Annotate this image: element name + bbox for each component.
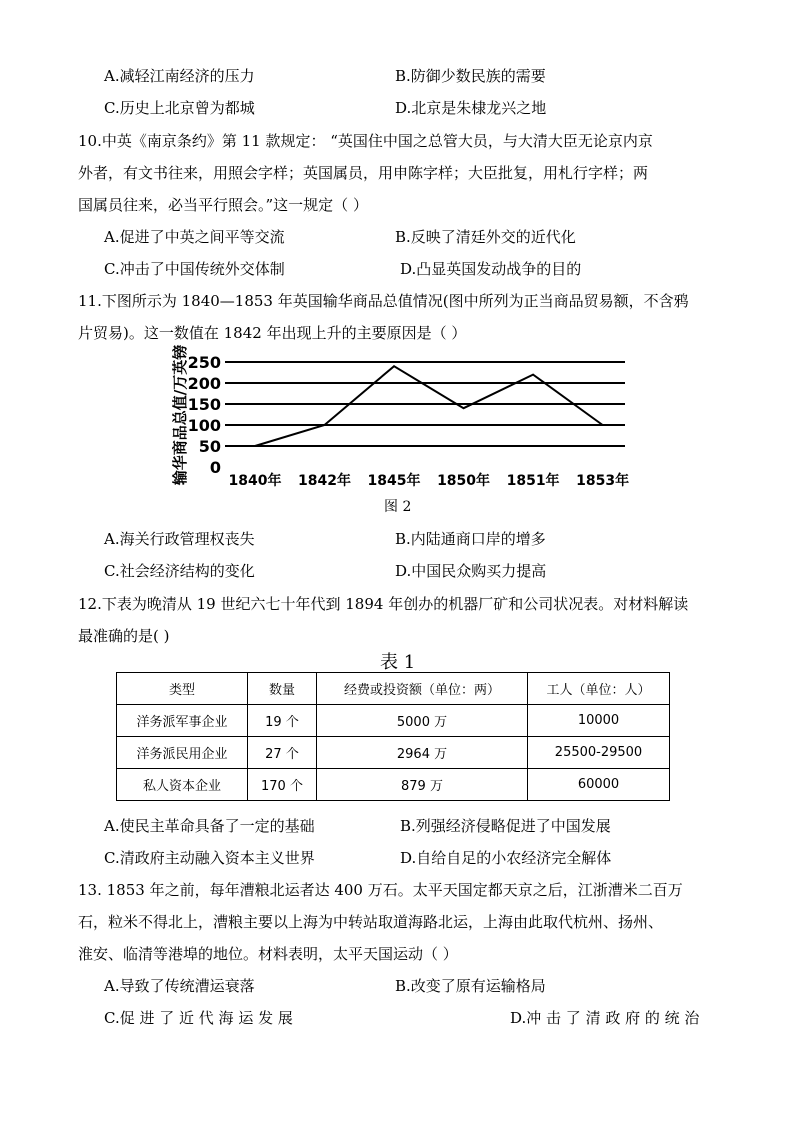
data-point	[463, 407, 465, 409]
q11-option-d: D.中国民众购买力提高	[395, 562, 547, 580]
x-tick-label: 1840年	[228, 473, 282, 489]
table-cell: 170 个	[248, 769, 317, 801]
q11-stem-line1: 11.下图所示为 1840—1853 年英国输华商品总值情况(图中所列为正当商品贸易额，不含鸦	[78, 292, 689, 310]
x-tick-label: 1853年	[576, 473, 630, 489]
table-header: 类型	[117, 673, 248, 705]
table-header: 工人（单位：人）	[528, 673, 670, 705]
y-tick-label: 200	[187, 374, 221, 393]
table-cell: 879 万	[317, 769, 528, 801]
data-point	[532, 374, 534, 376]
q12-stem-line1: 12.下表为晚清从 19 世纪六七十年代到 1894 年创办的机器厂矿和公司状况表。对材料解读	[78, 595, 689, 613]
table-cell: 25500-29500	[528, 737, 670, 769]
y-tick-label: 0	[209, 458, 221, 477]
table-cell: 10000	[528, 705, 670, 737]
q10-option-d: D.凸显英国发动战争的目的	[400, 260, 582, 278]
q10-option-c: C.冲击了中国传统外交体制	[104, 260, 285, 278]
q13-option-a: A.导致了传统漕运衰落	[104, 977, 255, 995]
x-tick-label: 1850年	[437, 473, 491, 489]
q12-option-c: C.清政府主动融入资本主义世界	[104, 849, 315, 867]
table-cell: 5000 万	[317, 705, 528, 737]
x-tick-label: 1842年	[298, 473, 352, 489]
q10-stem-line1: 10.中英《南京条约》第 11 款规定： “英国住中国之总管大员，与大清大臣无论京内京	[78, 132, 653, 150]
table-cell: 19 个	[248, 705, 317, 737]
y-tick-label: 50	[198, 437, 221, 456]
q11-stem-line2: 片贸易)。这一数值在 1842 年出现上升的主要原因是（ ）	[78, 324, 467, 342]
table-cell: 60000	[528, 769, 670, 801]
q13-stem-line3: 淮安、临清等港埠的地位。材料表明，太平天国运动（ ）	[78, 945, 458, 963]
q13-option-d: D.冲 击 了 清 政 府 的 统 治	[510, 1009, 700, 1027]
table-row	[117, 737, 670, 769]
data-point	[324, 424, 326, 426]
table-row	[117, 705, 670, 737]
q13-option-c: C.促 进 了 近 代 海 运 发 展	[104, 1009, 293, 1027]
series-line	[255, 366, 603, 446]
data-point	[393, 365, 395, 367]
table-header: 经费或投资额（单位：两）	[317, 673, 528, 705]
q13-option-b: B.改变了原有运输格局	[395, 977, 546, 995]
q10-option-a: A.促进了中英之间平等交流	[104, 228, 285, 246]
q12-option-a: A.使民主革命具备了一定的基础	[104, 817, 315, 835]
table-cell: 2964 万	[317, 737, 528, 769]
table-title: 表 1	[380, 652, 416, 673]
export-value-line-chart	[165, 340, 635, 495]
table-row	[117, 769, 670, 801]
q9-option-c: C.历史上北京曾为都城	[104, 99, 255, 117]
q9-option-a: A.减轻江南经济的压力	[104, 67, 255, 85]
q10-stem-line2: 外者，有文书往来，用照会字样；英国属员，用申陈字样；大臣批复，用札行字样；两	[78, 164, 649, 182]
table-header: 数量	[248, 673, 317, 705]
table-cell: 私人资本企业	[117, 769, 248, 801]
q13-stem-line2: 石，粒米不得北上，漕粮主要以上海为中转站取道海路北运，上海由此取代杭州、扬州、	[78, 913, 664, 931]
q11-option-b: B.内陆通商口岸的增多	[395, 530, 546, 548]
table-cell: 洋务派军事企业	[117, 705, 248, 737]
q9-option-b: B.防御少数民族的需要	[395, 67, 546, 85]
q13-stem-line1: 13. 1853 年之前，每年漕粮北运者达 400 万石。太平天国定都天京之后，江浙漕米二百万	[78, 881, 683, 899]
q12-stem-line2: 最准确的是( )	[78, 627, 170, 645]
x-tick-label: 1845年	[367, 473, 421, 489]
q10-stem-line3: 国属员往来，必当平行照会。”这一规定（ ）	[78, 196, 368, 214]
enterprise-table	[116, 672, 670, 801]
q11-option-a: A.海关行政管理权丧失	[104, 530, 255, 548]
y-axis-label: 输华商品总值/万英镑	[171, 344, 189, 486]
y-tick-label: 100	[187, 416, 221, 435]
q12-option-d: D.自给自足的小农经济完全解体	[400, 849, 612, 867]
data-point	[602, 424, 604, 426]
y-tick-label: 250	[187, 353, 221, 372]
data-point	[254, 445, 256, 447]
q11-option-c: C.社会经济结构的变化	[104, 562, 255, 580]
table-cell: 洋务派民用企业	[117, 737, 248, 769]
y-tick-label: 150	[187, 395, 221, 414]
table-cell: 27 个	[248, 737, 317, 769]
q12-option-b: B.列强经济侵略促进了中国发展	[400, 817, 611, 835]
figure-caption: 图 2	[384, 499, 412, 515]
table-header-row	[117, 673, 670, 705]
q9-option-d: D.北京是朱棣龙兴之地	[395, 99, 547, 117]
q10-option-b: B.反映了清廷外交的近代化	[395, 228, 576, 246]
x-tick-label: 1851年	[506, 473, 560, 489]
